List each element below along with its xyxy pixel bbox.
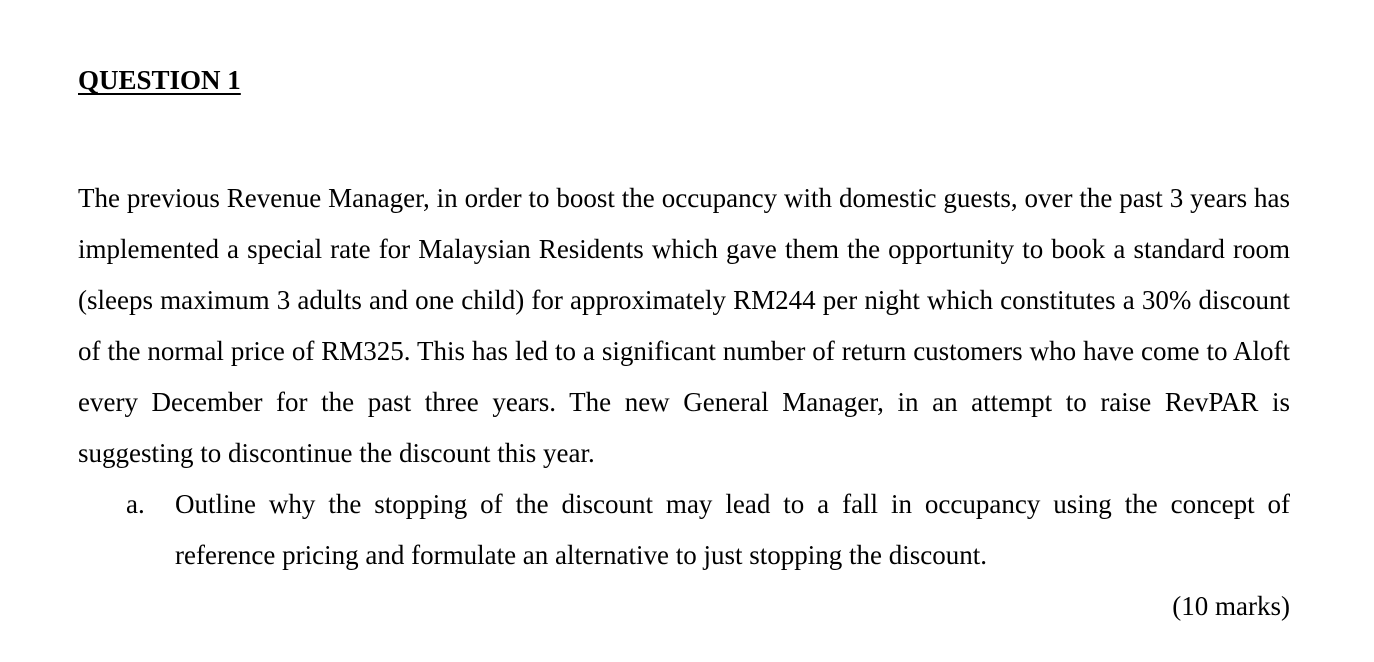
question-paragraph: The previous Revenue Manager, in order to boost the occupancy with domestic guests, over the past 3 years has implemented a special rate for Malaysian Residents which gave them the opportunity to book a standard room (sleeps maximum 3 adults and one child) for approximately RM244 per night which constitutes a 30% discount of the normal price of RM325. This has led to a significant number of return customers who have come to Aloft every December for the past three years. The new General Manager, in an attempt to raise RevPAR is suggesting to discontinue the discount this year. (78, 183, 1290, 468)
list-item-marker: a. (126, 489, 145, 519)
list-item-text: Outline why the stopping of the discount may lead to a fall in occupancy using the concept of reference pricing and formulate an alternative to just stopping the discount. (175, 489, 1290, 570)
question-heading: QUESTION 1 (78, 65, 241, 95)
marks-label: (10 marks) (1172, 591, 1290, 621)
list-item (78, 479, 1290, 581)
